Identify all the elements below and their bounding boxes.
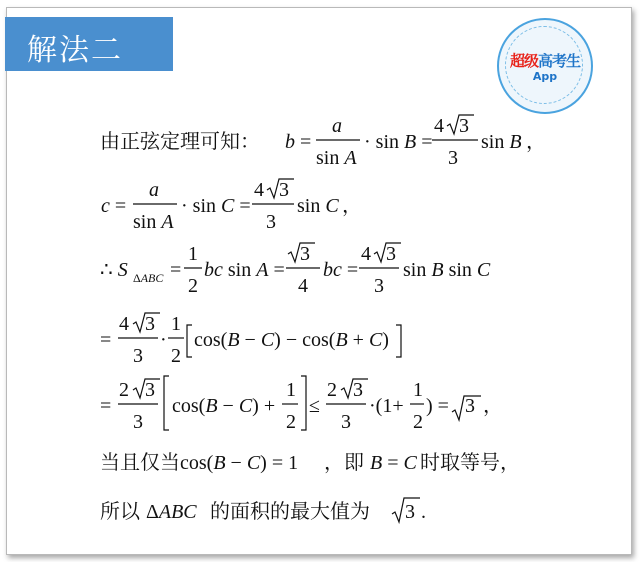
svg-text:) =: ) = [426,395,449,417]
svg-text:sin A: sin A [133,211,174,233]
svg-text:4: 4 [361,243,371,265]
svg-text:3: 3 [459,115,469,137]
svg-text:3: 3 [300,243,310,265]
svg-text:3: 3 [133,345,143,367]
svg-text:·: · [160,329,167,351]
logo-wordmark: 超级高考生 [509,52,581,70]
svg-text:a: a [332,115,342,137]
svg-text:bc =: bc = [323,259,359,281]
svg-text:ΔABC: ΔABC [133,271,164,285]
svg-text:cos(B − C) − cos(B + C): cos(B − C) − cos(B + C) [194,329,389,351]
svg-text:时取等号，: 时取等号， [420,450,520,474]
svg-text:3: 3 [353,379,363,401]
svg-text:4: 4 [298,275,308,297]
svg-text:4: 4 [254,179,264,201]
svg-text:ΔABC: ΔABC [146,501,197,523]
svg-text:· sin C =: · sin C = [181,195,251,217]
svg-text:的面积的最大值为: 的面积的最大值为 [210,499,370,523]
svg-text:cos(B − C) +: cos(B − C) + [172,395,276,417]
svg-text:2: 2 [413,411,423,433]
svg-text:2: 2 [171,345,181,367]
svg-text:，: ， [483,393,503,417]
svg-text:a: a [149,179,159,201]
svg-text:b =: b = [285,131,312,153]
svg-text:3: 3 [341,411,351,433]
svg-text:.: . [421,501,426,523]
svg-text:2: 2 [188,275,198,297]
svg-text:2: 2 [286,411,296,433]
svg-text:4: 4 [119,313,129,335]
section-title: 解法二 [27,33,123,68]
svg-text:，: ， [342,193,362,217]
svg-text:2: 2 [327,379,337,401]
line1-prefix: 由正弦定理可知： [100,129,260,153]
svg-text:3: 3 [448,147,458,169]
svg-text:，即: ，即 [324,450,364,474]
svg-text:cos(B − C) = 1: cos(B − C) = 1 [180,452,299,474]
svg-text:3: 3 [374,275,384,297]
svg-text:B = C: B = C [370,452,417,474]
svg-text:c =: c = [101,195,127,217]
svg-text:sin B: sin B [481,131,522,153]
svg-text:，: ， [526,129,546,153]
svg-text:1: 1 [286,379,296,401]
svg-text:所以: 所以 [100,499,140,523]
svg-text:3: 3 [133,411,143,433]
svg-text:=: = [100,395,112,417]
svg-text:当且仅当: 当且仅当 [100,450,180,474]
svg-text:3: 3 [266,211,276,233]
svg-text:3: 3 [386,243,396,265]
svg-text:· sin B =: · sin B = [364,131,433,153]
svg-text:≤: ≤ [309,395,320,417]
svg-text:3: 3 [405,501,415,523]
svg-text:4: 4 [434,115,444,137]
logo-sub: App [532,70,558,83]
svg-text:=: = [100,329,112,351]
svg-text:sin B sin C: sin B sin C [403,259,491,281]
svg-text:·(1+: ·(1+ [369,395,404,417]
svg-text:3: 3 [279,179,289,201]
svg-text:=: = [170,259,182,281]
svg-text:1: 1 [171,313,181,335]
svg-text:sin C: sin C [297,195,339,217]
svg-text:∴ S: ∴ S [100,259,128,281]
svg-text:2: 2 [119,379,129,401]
svg-text:3: 3 [145,313,155,335]
svg-text:3: 3 [145,379,155,401]
svg-text:1: 1 [188,243,198,265]
svg-text:3: 3 [465,395,475,417]
svg-text:bc sin A =: bc sin A = [204,259,285,281]
svg-text:1: 1 [413,379,423,401]
svg-text:sin A: sin A [316,147,357,169]
